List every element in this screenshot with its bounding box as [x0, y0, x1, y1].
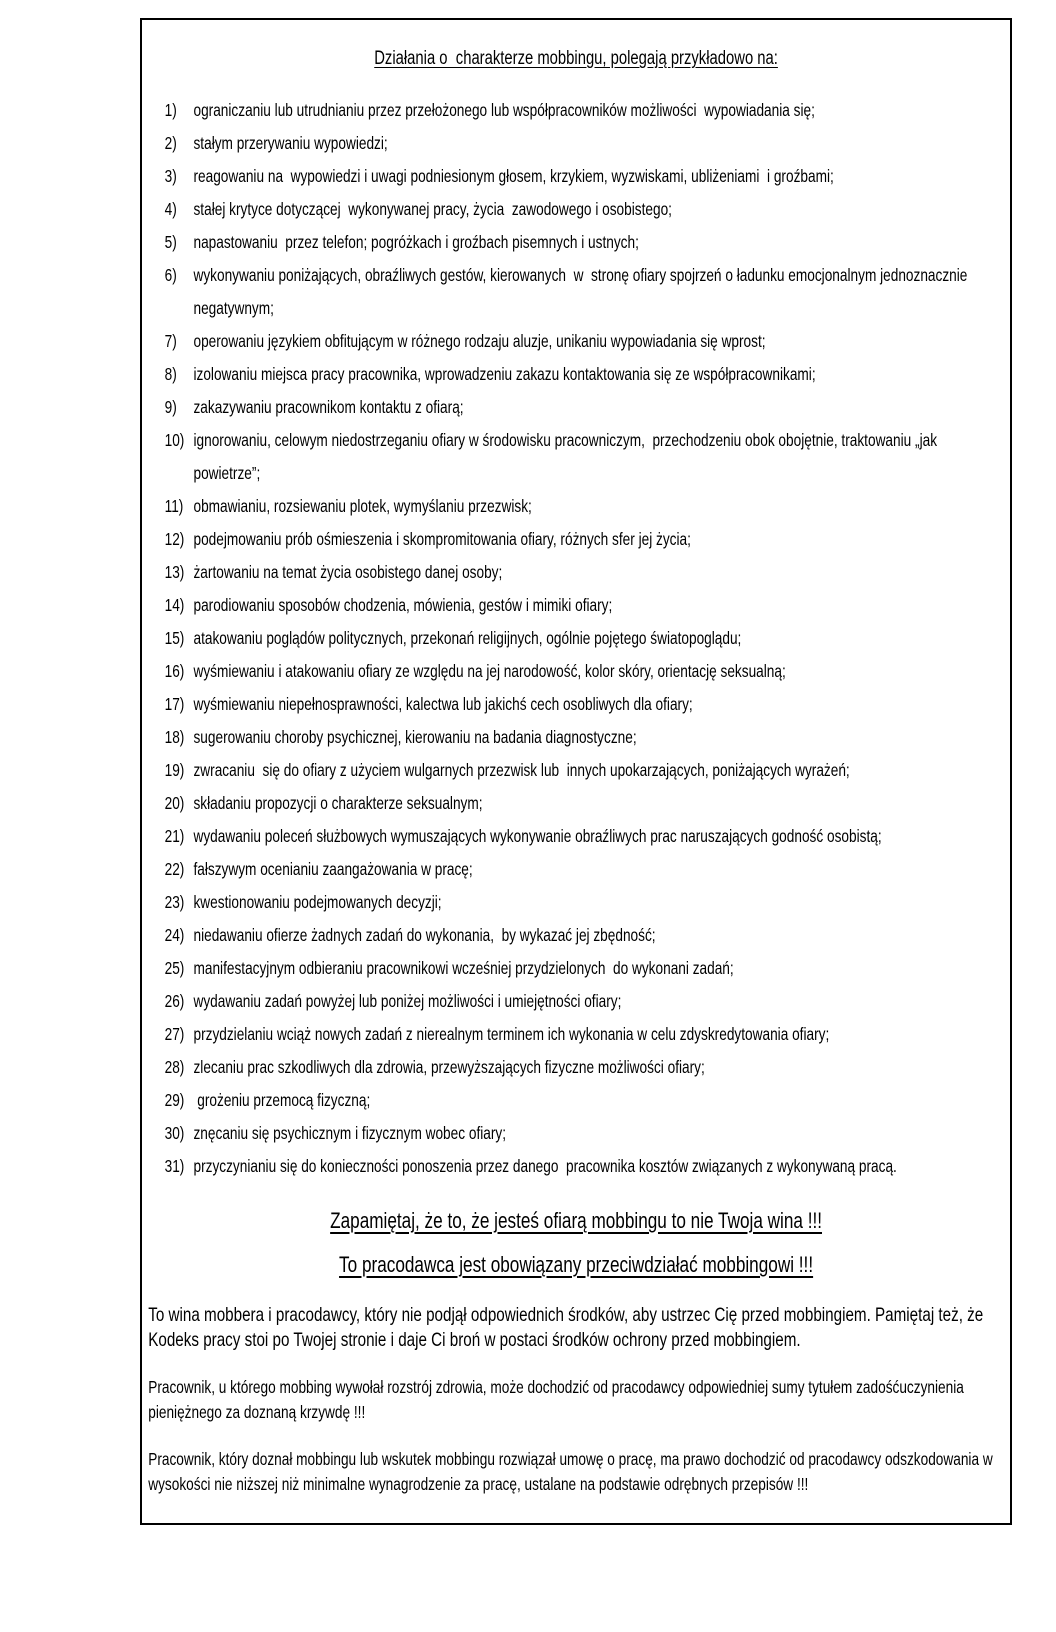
list-item-text: kwestionowaniu podejmowanych decyzji;	[193, 892, 442, 912]
list-item-text: żartowaniu na temat życia osobistego danej osoby;	[193, 562, 503, 582]
mobbing-actions-list	[142, 94, 1010, 1183]
list-item-number: 3)	[164, 166, 177, 186]
list-item-text: obmawianiu, rozsiewaniu plotek, wymyślaniu przezwisk;	[193, 496, 532, 516]
list-item	[165, 325, 1003, 358]
list-item-text: sugerowaniu choroby psychicznej, kierowaniu na badania diagnostyczne;	[193, 727, 637, 747]
list-item-number: 20)	[164, 793, 185, 813]
list-item-number: 12)	[164, 529, 185, 549]
list-item-text: wydawaniu poleceń służbowych wymuszających wykonywanie obraźliwych prac naruszających godność osobistą;	[193, 826, 882, 846]
list-item-number: 26)	[164, 991, 185, 1011]
list-item-number: 31)	[164, 1156, 185, 1176]
list-item	[165, 523, 1003, 556]
list-item-number: 6)	[164, 265, 177, 285]
list-item	[165, 259, 1003, 325]
list-item-number: 9)	[164, 397, 177, 417]
paragraph-compensation-health: Pracownik, u którego mobbing wywołał rozstrój zdrowia, może dochodzić od pracodawcy odpowiedniej sumy tytułem zadośćuczynienia pieniężnego za doznaną krzywdę !!!	[148, 1377, 968, 1422]
list-item-number: 7)	[164, 331, 177, 351]
list-item-text: znęcaniu się psychicznym i fizycznym wobec ofiary;	[193, 1123, 507, 1143]
list-item	[165, 721, 1003, 754]
list-item-text: reagowaniu na wypowiedzi i uwagi podniesionym głosem, krzykiem, wyzwiskami, ubliżeniami i groźbami;	[193, 166, 834, 186]
list-item-text: operowaniu językiem obfitującym w różnego rodzaju aluzje, unikaniu wypowiadania się wprost;	[193, 331, 766, 351]
list-item-number: 23)	[164, 892, 185, 912]
list-item-number: 14)	[164, 595, 185, 615]
list-item-number: 30)	[164, 1123, 185, 1143]
list-item	[165, 886, 1003, 919]
list-item	[165, 589, 1003, 622]
list-item	[165, 424, 1003, 490]
list-item-text: ograniczaniu lub utrudnianiu przez przełożonego lub współpracowników możliwości wypowiadania się;	[193, 100, 815, 120]
list-item	[165, 193, 1003, 226]
list-item-text: podejmowaniu prób ośmieszenia i skompromitowania ofiary, różnych sfer jej życia;	[193, 529, 691, 549]
list-item-text: fałszywym ocenianiu zaangażowania w pracę;	[193, 859, 473, 879]
list-item-text: stałej krytyce dotyczącej wykonywanej pracy, życia zawodowego i osobistego;	[193, 199, 672, 219]
list-item	[165, 655, 1003, 688]
list-item	[165, 1051, 1003, 1084]
paragraph-employer-fault: To wina mobbera i pracodawcy, który nie podjął odpowiednich środków, aby ustrzec Cię przed mobbingiem. Pamiętaj też, że Kodeks pracy stoi po Twojej stronie i daje Ci broń w postaci środków ochrony przed mobbingiem.	[148, 1304, 988, 1351]
list-item	[165, 1150, 1003, 1183]
list-item-number: 8)	[164, 364, 177, 384]
list-item	[165, 358, 1003, 391]
list-item-text: niedawaniu ofierze żadnych zadań do wykonania, by wykazać jej zbędność;	[193, 925, 656, 945]
list-item	[165, 985, 1003, 1018]
list-item	[165, 490, 1003, 523]
list-item-text: zwracaniu się do ofiary z użyciem wulgarnych przezwisk lub innych upokarzających, poniżających wyrażeń;	[193, 760, 850, 780]
list-item	[165, 952, 1003, 985]
list-item-text: wykonywaniu poniżających, obraźliwych gestów, kierowanych w stronę ofiary spojrzeń o ładunku emocjonalnym jednoznacznie negatywnym;	[193, 265, 972, 318]
slogan-victim-not-guilty: Zapamiętaj, że to, że jesteś ofiarą mobbingu to nie Twoja wina !!!	[330, 1208, 823, 1233]
list-item	[165, 160, 1003, 193]
list-item-number: 4)	[164, 199, 177, 219]
list-item-number: 5)	[164, 232, 177, 252]
list-item	[165, 787, 1003, 820]
document-content	[142, 46, 1010, 1497]
list-item	[165, 1018, 1003, 1051]
list-item-number: 25)	[164, 958, 185, 978]
document-sheet	[140, 18, 1012, 1525]
list-item-number: 11)	[164, 496, 184, 516]
list-item-text: ignorowaniu, celowym niedostrzeganiu ofiary w środowisku pracowniczym, przechodzeniu obok obojętnie, traktowaniu „jak powietrze”;	[193, 430, 941, 483]
slogan-employer-obligation: To pracodawca jest obowiązany przeciwdziałać mobbingowi !!!	[339, 1252, 814, 1277]
list-item	[165, 1084, 1003, 1117]
list-item-text: atakowaniu poglądów politycznych, przekonań religijnych, ogólnie pojętego światopoglądu;	[193, 628, 742, 648]
closing-paragraphs	[148, 1303, 1004, 1497]
list-item	[165, 556, 1003, 589]
list-item-text: grożeniu przemocą fizyczną;	[193, 1090, 371, 1110]
list-item-text: przydzielaniu wciąż nowych zadań z nierealnym terminem ich wykonania w celu zdyskredytowania ofiary;	[193, 1024, 830, 1044]
list-item-number: 27)	[164, 1024, 185, 1044]
list-item-text: manifestacyjnym odbieraniu pracownikowi wcześniej przydzielonych do wykonani zadań;	[193, 958, 734, 978]
list-item	[165, 226, 1003, 259]
list-item-text: składaniu propozycji o charakterze seksualnym;	[193, 793, 483, 813]
list-item-text: zlecaniu prac szkodliwych dla zdrowia, przewyższających fizyczne możliwości ofiary;	[193, 1057, 705, 1077]
list-item-number: 13)	[164, 562, 185, 582]
list-item-number: 2)	[164, 133, 177, 153]
list-item-number: 21)	[164, 826, 185, 846]
document-title: Działania o charakterze mobbingu, polegają przykładowo na:	[374, 48, 778, 69]
list-item-number: 28)	[164, 1057, 185, 1077]
list-item-number: 24)	[164, 925, 185, 945]
list-item-text: wyśmiewaniu i atakowaniu ofiary ze względu na jej narodowość, kolor skóry, orientację seksualną;	[193, 661, 786, 681]
list-item	[165, 754, 1003, 787]
list-item	[165, 1117, 1003, 1150]
list-item-number: 15)	[164, 628, 185, 648]
list-item-text: wyśmiewaniu niepełnosprawności, kalectwa lub jakichś cech osobliwych dla ofiary;	[193, 694, 693, 714]
list-item-text: zakazywaniu pracownikom kontaktu z ofiarą;	[193, 397, 464, 417]
list-item	[165, 622, 1003, 655]
list-item-number: 18)	[164, 727, 185, 747]
list-item-number: 19)	[164, 760, 185, 780]
list-item	[165, 94, 1003, 127]
list-item-number: 22)	[164, 859, 185, 879]
list-item-number: 16)	[164, 661, 185, 681]
list-item-text: napastowaniu przez telefon; pogróżkach i groźbach pisemnych i ustnych;	[193, 232, 639, 252]
list-item	[165, 391, 1003, 424]
list-item-text: parodiowaniu sposobów chodzenia, mówienia, gestów i mimiki ofiary;	[193, 595, 613, 615]
list-item-text: wydawaniu zadań powyżej lub poniżej możliwości i umiejętności ofiary;	[193, 991, 622, 1011]
list-item-number: 10)	[164, 430, 185, 450]
list-item-number: 29)	[164, 1090, 185, 1110]
list-item	[165, 919, 1003, 952]
list-item	[165, 853, 1003, 886]
list-item-text: stałym przerywaniu wypowiedzi;	[193, 133, 388, 153]
list-item	[165, 688, 1003, 721]
list-item	[165, 820, 1003, 853]
list-item-text: przyczynianiu się do konieczności ponoszenia przez danego pracownika kosztów związanych z wykonywaną pracą.	[193, 1156, 897, 1176]
list-item-text: izolowaniu miejsca pracy pracownika, wprowadzeniu zakazu kontaktowania się ze współpracownikami;	[193, 364, 816, 384]
list-item-number: 17)	[164, 694, 185, 714]
paragraph-compensation-termination: Pracownik, który doznał mobbingu lub wskutek mobbingu rozwiązał umowę o pracę, ma prawo dochodzić od pracodawcy odszkodowania w wysokości nie niższej niż minimalne wynagrodzenie za pracę, ustalane na podstawie odrębnych przepisów !!!	[148, 1449, 997, 1494]
list-item-number: 1)	[164, 100, 177, 120]
list-item	[165, 127, 1003, 160]
